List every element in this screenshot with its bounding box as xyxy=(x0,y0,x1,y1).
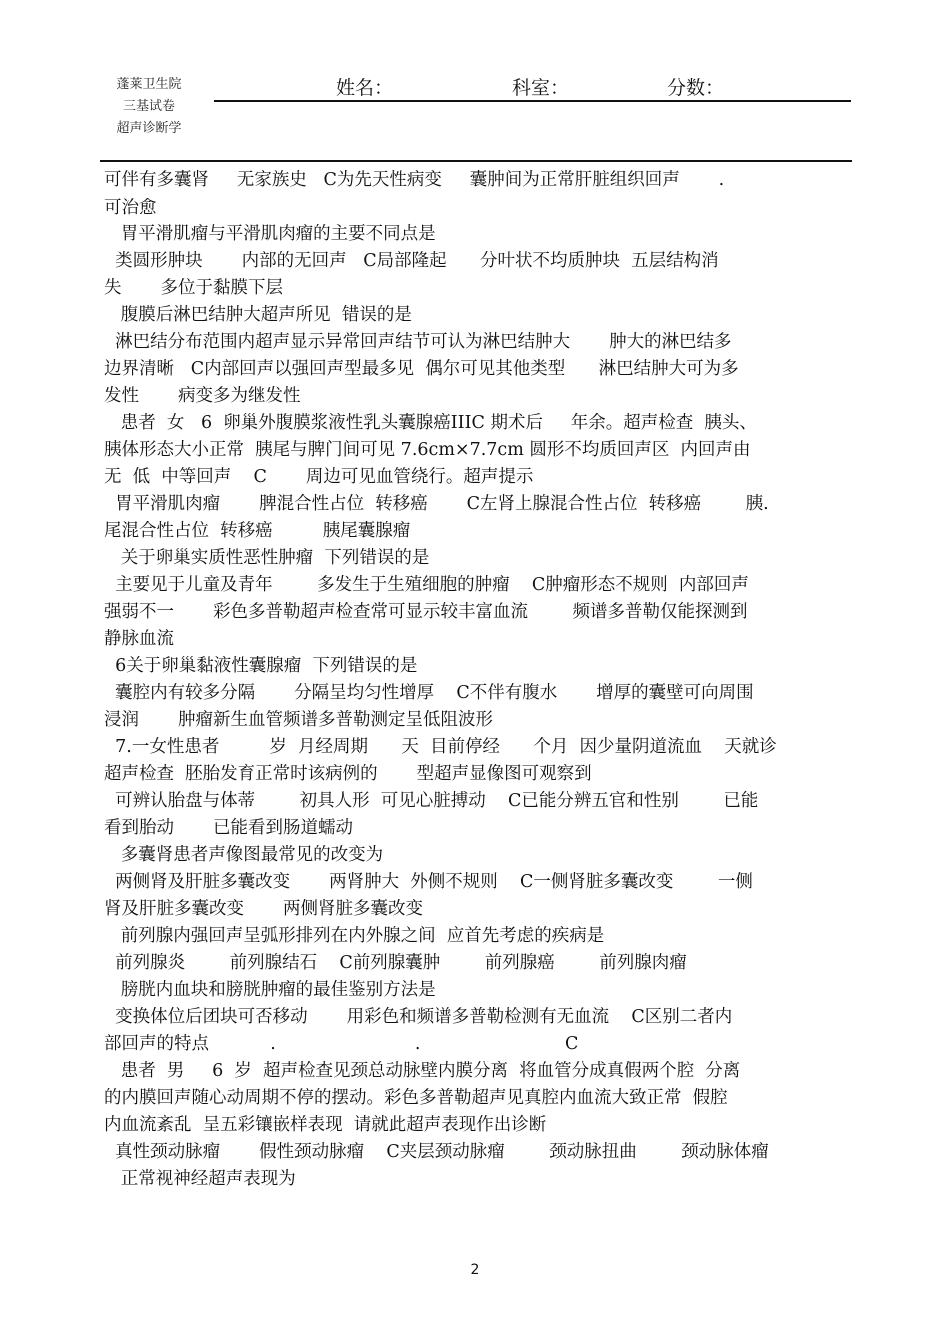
text-line: 真性颈动脉瘤 假性颈动脉瘤 C夹层颈动脉瘤 颈动脉扭曲 颈动脉体瘤 xyxy=(104,1142,769,1162)
text-line: 无 低 中等回声 C 周边可见血管绕行。超声提示 xyxy=(104,467,534,487)
page-number: 2 xyxy=(470,1262,480,1278)
name-label: 姓名： xyxy=(336,77,394,99)
header-divider xyxy=(100,160,852,162)
text-line: 类圆形肿块 内部的无回声 C局部隆起 分叶状不均质肿块 五层结构消 xyxy=(104,251,719,271)
text-line: 尾混合性占位 转移癌 胰尾囊腺瘤 xyxy=(104,521,411,541)
text-line: 两侧肾及肝脏多囊改变 两肾肿大 外侧不规则 C一侧肾脏多囊改变 一侧 xyxy=(104,872,753,892)
text-line: 膀胱内血块和膀胱肿瘤的最佳鉴别方法是 xyxy=(104,980,436,1000)
exam-title: 三基试卷 xyxy=(122,99,175,114)
text-line: 可伴有多囊肾 无家族史 C为先天性病变 囊肿间为正常肝脏组织回声 . xyxy=(104,170,725,190)
text-line: 患者 男 6 岁 超声检查见颈总动脉壁内膜分离 将血管分成真假两个腔 分离 xyxy=(104,1061,741,1081)
text-line: 胰体形态大小正常 胰尾与脾门间可见 7.6cm×7.7cm 圆形不均质回声区 内回声由 xyxy=(104,440,751,460)
text-line: 关于卵巢实质性恶性肿瘤 下列错误的是 xyxy=(104,548,430,568)
text-line: 多囊肾患者声像图最常见的改变为 xyxy=(104,845,384,865)
text-line: 发性 病变多为继发性 xyxy=(104,386,301,406)
text-line: 强弱不一 彩色多普勒超声检查常可显示较丰富血流 频谱多普勒仅能探测到 xyxy=(104,602,748,622)
text-line: 淋巴结分布范围内超声显示异常回声结节可认为淋巴结肿大 肿大的淋巴结多 xyxy=(104,332,732,352)
text-line: 可治愈 xyxy=(104,198,157,218)
text-line: 失 多位于黏膜下层 xyxy=(104,278,283,298)
text-line: 看到胎动 已能看到肠道蠕动 xyxy=(104,818,353,838)
text-line: 部回声的特点 . . C xyxy=(104,1034,579,1054)
score-label: 分数： xyxy=(667,77,725,99)
text-line: 腹膜后淋巴结肿大超声所见 错误的是 xyxy=(104,305,412,325)
text-line: 7.一女性患者 岁 月经周期 天 目前停经 个月 因少量阴道流血 天就诊 xyxy=(104,737,777,757)
text-line: 静脉血流 xyxy=(104,629,174,649)
text-line: 主要见于儿童及青年 多发生于生殖细胞的肿瘤 C肿瘤形态不规则 内部回声 xyxy=(104,575,749,595)
text-line: 患者 女 6 卵巢外腹膜浆液性乳头囊腺癌IIIC 期术后 年余。超声检查 胰头、 xyxy=(104,413,757,433)
text-line: 内血流紊乱 呈五彩镶嵌样表现 请就此超声表现作出诊断 xyxy=(104,1115,547,1135)
text-line: 前列腺内强回声呈弧形排列在内外腺之间 应首先考虑的疾病是 xyxy=(104,926,605,946)
text-line: 前列腺炎 前列腺结石 C前列腺囊肿 前列腺癌 前列腺肉瘤 xyxy=(104,953,687,973)
text-line: 6关于卵巢黏液性囊腺瘤 下列错误的是 xyxy=(104,656,418,676)
text-line: 浸润 肿瘤新生血管频谱多普勒测定呈低阻波形 xyxy=(104,710,493,730)
text-line: 边界清晰 C内部回声以强回声型最多见 偶尔可见其他类型 淋巴结肿大可为多 xyxy=(104,359,739,379)
text-line: 胃平滑肌肉瘤 脾混合性占位 转移癌 C左肾上腺混合性占位 转移癌 胰. xyxy=(104,494,769,514)
text-line: 可辨认胎盘与体蒂 初具人形 可见心脏搏动 C已能分辨五官和性别 已能 xyxy=(104,791,759,811)
institution-block xyxy=(100,74,198,140)
text-line: 正常视神经超声表现为 xyxy=(104,1169,296,1189)
text-line: 的内膜回声随心动周期不停的摆动。彩色多普勒超声见真腔内血流大致正常 假腔 xyxy=(104,1088,728,1108)
institution-name: 蓬莱卫生院 xyxy=(116,77,182,92)
department-label: 科室： xyxy=(512,77,570,99)
text-line: 胃平滑肌瘤与平滑肌肉瘤的主要不同点是 xyxy=(104,224,436,244)
exam-subject: 超声诊断学 xyxy=(116,121,182,136)
text-line: 超声检查 胚胎发育正常时该病例的 型超声显像图可观察到 xyxy=(104,764,592,784)
text-line: 囊腔内有较多分隔 分隔呈均匀性增厚 C不伴有腹水 增厚的囊壁可向周围 xyxy=(104,683,754,703)
text-line: 变换体位后团块可否移动 用彩色和频谱多普勒检测有无血流 C区别二者内 xyxy=(104,1007,733,1027)
text-line: 肾及肝脏多囊改变 两侧肾脏多囊改变 xyxy=(104,899,423,919)
header-rule xyxy=(214,100,851,102)
